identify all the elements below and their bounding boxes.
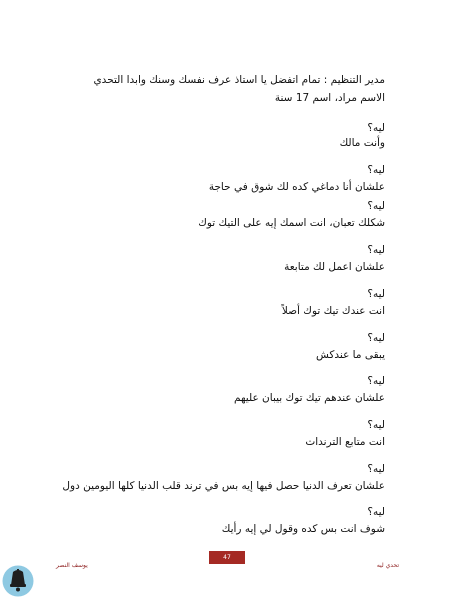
question-line: ليه؟ [367,332,385,344]
answer-line: انت متابع الترندات [305,436,385,448]
answer-line: علشان أنا دماغي كده لك شوق في حاجة [208,181,385,193]
question-line: ليه؟ [367,419,385,431]
question-line: ليه؟ [367,506,385,518]
bell-logo-icon [1,564,35,598]
question-line: ليه؟ [367,288,385,300]
footer-author: يوسف النصر [56,562,88,569]
question-line: ليه؟ [367,375,385,387]
text-line: مدير التنظيم : تمام اتفضل يا استاذ عرف نفسك وسنك وابدا التحدي [93,74,385,86]
answer-line: علشان تعرف الدنيا حصل فيها إيه بس في ترند قلب الدنيا كلها اليومين دول [62,480,385,492]
question-line: ليه؟ [367,164,385,176]
answer-line: شكلك تعبان، انت اسمك إيه على التيك توك [198,217,385,229]
footer-book-title: تحدي ليه [376,562,399,569]
answer-line: انت عندك تيك توك أصلاً [281,305,385,317]
answer-line: وأنت مالك [339,137,385,149]
question-line: ليه؟ [367,122,385,134]
answer-line: يبقى ما عندكش [316,349,385,361]
answer-line: شوف انت بس كده وقول لي إيه رأيك [221,523,385,535]
page-number: 47 [209,551,245,564]
text-line: الاسم مراد، اسم 17 سنة [274,92,385,104]
question-line: ليه؟ [367,200,385,212]
answer-line: علشان عندهم تيك توك بيبان عليهم [233,392,385,404]
answer-line: علشان اعمل لك متابعة [284,261,385,273]
question-line: ليه؟ [367,463,385,475]
question-line: ليه؟ [367,244,385,256]
